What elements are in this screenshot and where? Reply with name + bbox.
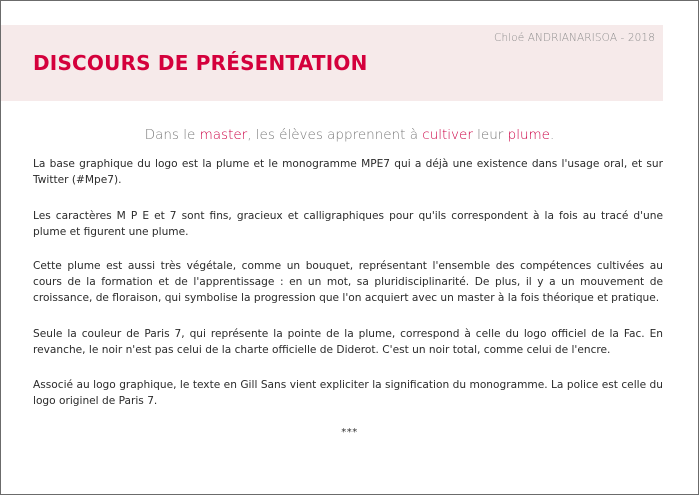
section-separator: *** (341, 427, 358, 438)
page-title: DISCOURS DE PRÉSENTATION (33, 51, 368, 75)
header-band (1, 25, 663, 101)
lead-text: , les élèves apprennent à (247, 127, 423, 143)
lead-sentence (1, 127, 698, 143)
lead-accent-plume: plume (507, 127, 550, 143)
lead-accent-master: master (199, 127, 248, 143)
lead-text: Dans le (144, 127, 200, 143)
author-line: Chloé ANDRIANARISOA - 2018 (494, 32, 655, 44)
paragraph-logo-base: La base graphique du logo est la plume et le monogramme MPE7 qui a déjà une existence dans l'usage oral, et sur Twitter (#Mpe7). (33, 158, 663, 186)
paragraph-typeface: Associé au logo graphique, le texte en Gill Sans vient expliciter la signification du monogramme. La police est celle du logo originel de Paris 7. (33, 379, 663, 407)
lead-accent-cultiver: cultiver (422, 127, 473, 143)
paragraph-characters: Les caractères M P E et 7 sont fins, gracieux et calligraphiques pour qu'ils correspondent à la fois au tracé d'une plume et figurent une plume. (33, 210, 663, 238)
paragraph-vegetal-feather: Cette plume est aussi très végétale, comme un bouquet, représentant l'ensemble des compétences cultivées au cours de la formation et de l'apprentissage : en un mot, sa pluridisciplinarité. De plus, il y a un mouvement de croissance, de floraison, qui symbolise la progression que l'on acquiert avec un master à la fois théorique et pratique. (33, 260, 663, 304)
lead-text: leur (472, 127, 508, 143)
paragraph-color: Seule la couleur de Paris 7, qui représente la pointe de la plume, correspond à celle du logo officiel de la Fac. En revanche, le noir n'est pas celui de la charte officielle de Diderot. C'est un noir total, comme celui de l'encre. (33, 328, 663, 356)
lead-text: . (549, 127, 555, 143)
